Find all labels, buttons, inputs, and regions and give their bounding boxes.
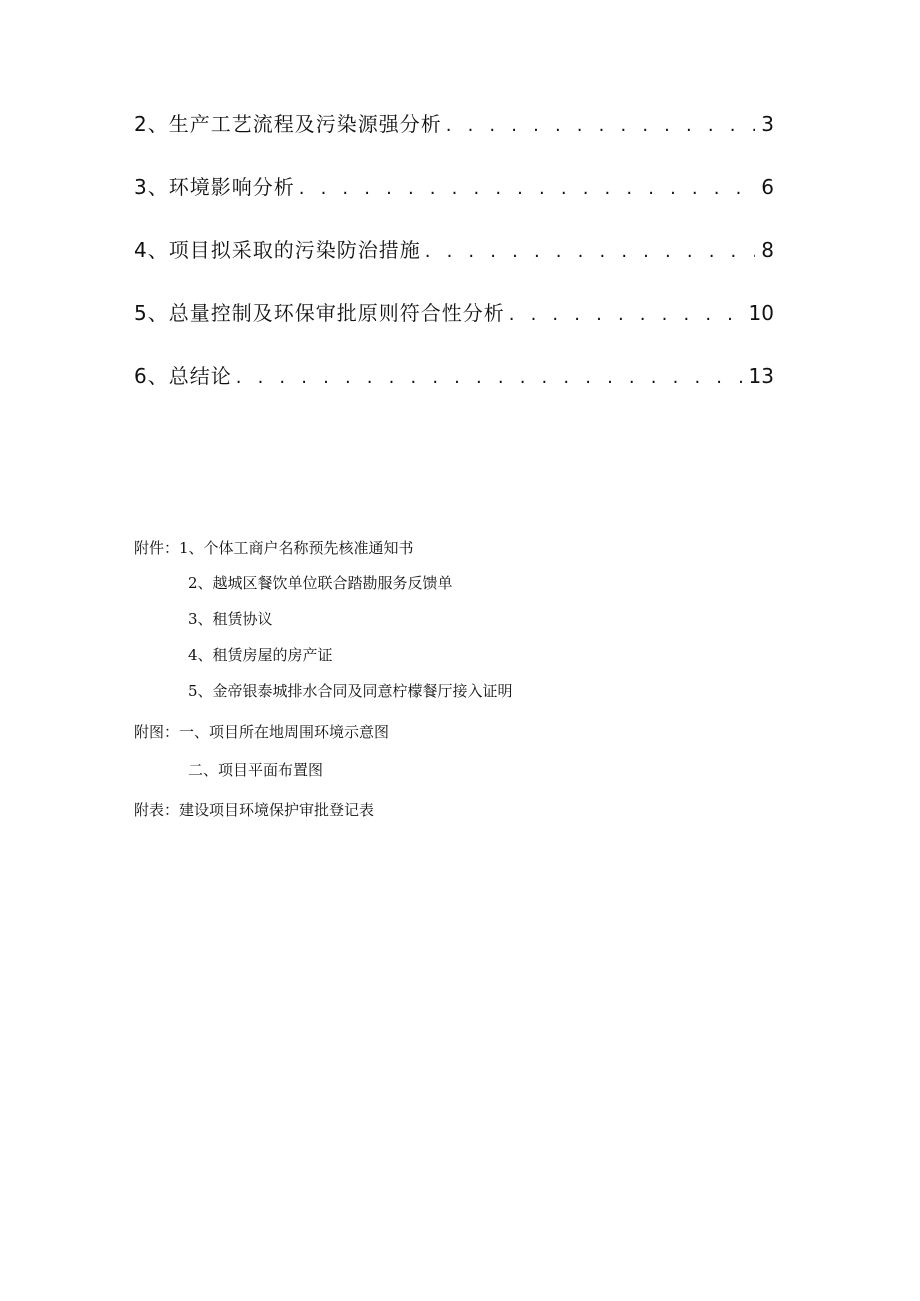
toc-page-number: 13 — [748, 364, 774, 388]
table-of-contents — [134, 108, 774, 423]
attachment-item-text: 3、租赁协议 — [188, 610, 273, 628]
toc-entry-title: 3、环境影响分析 — [134, 175, 295, 199]
figures-label: 附图： — [134, 723, 180, 741]
attachment-item-text: 1、个体工商户名称预先核准通知书 — [179, 539, 414, 557]
attachment-item-text: 5、金帝银泰城排水合同及同意柠檬餐厅接入证明 — [188, 682, 513, 700]
toc-leader-dots — [236, 367, 743, 388]
toc-page-number: 8 — [761, 238, 774, 262]
figure-item-2 — [188, 760, 323, 780]
toc-page-number: 6 — [761, 175, 774, 199]
toc-entry-3[interactable] — [134, 171, 774, 234]
figure-item-1 — [134, 722, 389, 742]
toc-entry-title: 4、项目拟采取的污染防治措施 — [134, 238, 421, 262]
table-item-text: 建设项目环境保护审批登记表 — [179, 801, 375, 819]
toc-leader-dots — [299, 178, 756, 199]
toc-leader-dots — [509, 304, 743, 325]
toc-leader-dots — [446, 115, 756, 136]
toc-entry-5[interactable] — [134, 297, 774, 360]
attachment-item-2 — [188, 573, 453, 593]
tables-label: 附表： — [134, 801, 180, 819]
toc-entry-6[interactable] — [134, 360, 774, 423]
attachment-item-text: 4、租赁房屋的房产证 — [188, 646, 333, 664]
attachment-item-4 — [188, 645, 333, 665]
attachment-item-text: 2、越城区餐饮单位联合踏勘服务反馈单 — [188, 574, 453, 592]
toc-leader-dots — [425, 241, 756, 262]
figure-item-text: 一、项目所在地周围环境示意图 — [179, 723, 390, 741]
toc-page-number: 10 — [748, 301, 774, 325]
attachment-item-5 — [188, 681, 513, 701]
toc-entry-title: 6、总结论 — [134, 364, 232, 388]
toc-entry-4[interactable] — [134, 234, 774, 297]
attachment-item-1 — [134, 538, 414, 558]
figure-item-text: 二、项目平面布置图 — [188, 761, 324, 779]
table-item-1 — [134, 800, 374, 820]
attachment-item-3 — [188, 609, 273, 629]
toc-page-number: 3 — [761, 112, 774, 136]
toc-entry-2[interactable] — [134, 108, 774, 171]
toc-entry-title: 5、总量控制及环保审批原则符合性分析 — [134, 301, 505, 325]
toc-entry-title: 2、生产工艺流程及污染源强分析 — [134, 112, 442, 136]
attachments-label: 附件： — [134, 539, 180, 557]
